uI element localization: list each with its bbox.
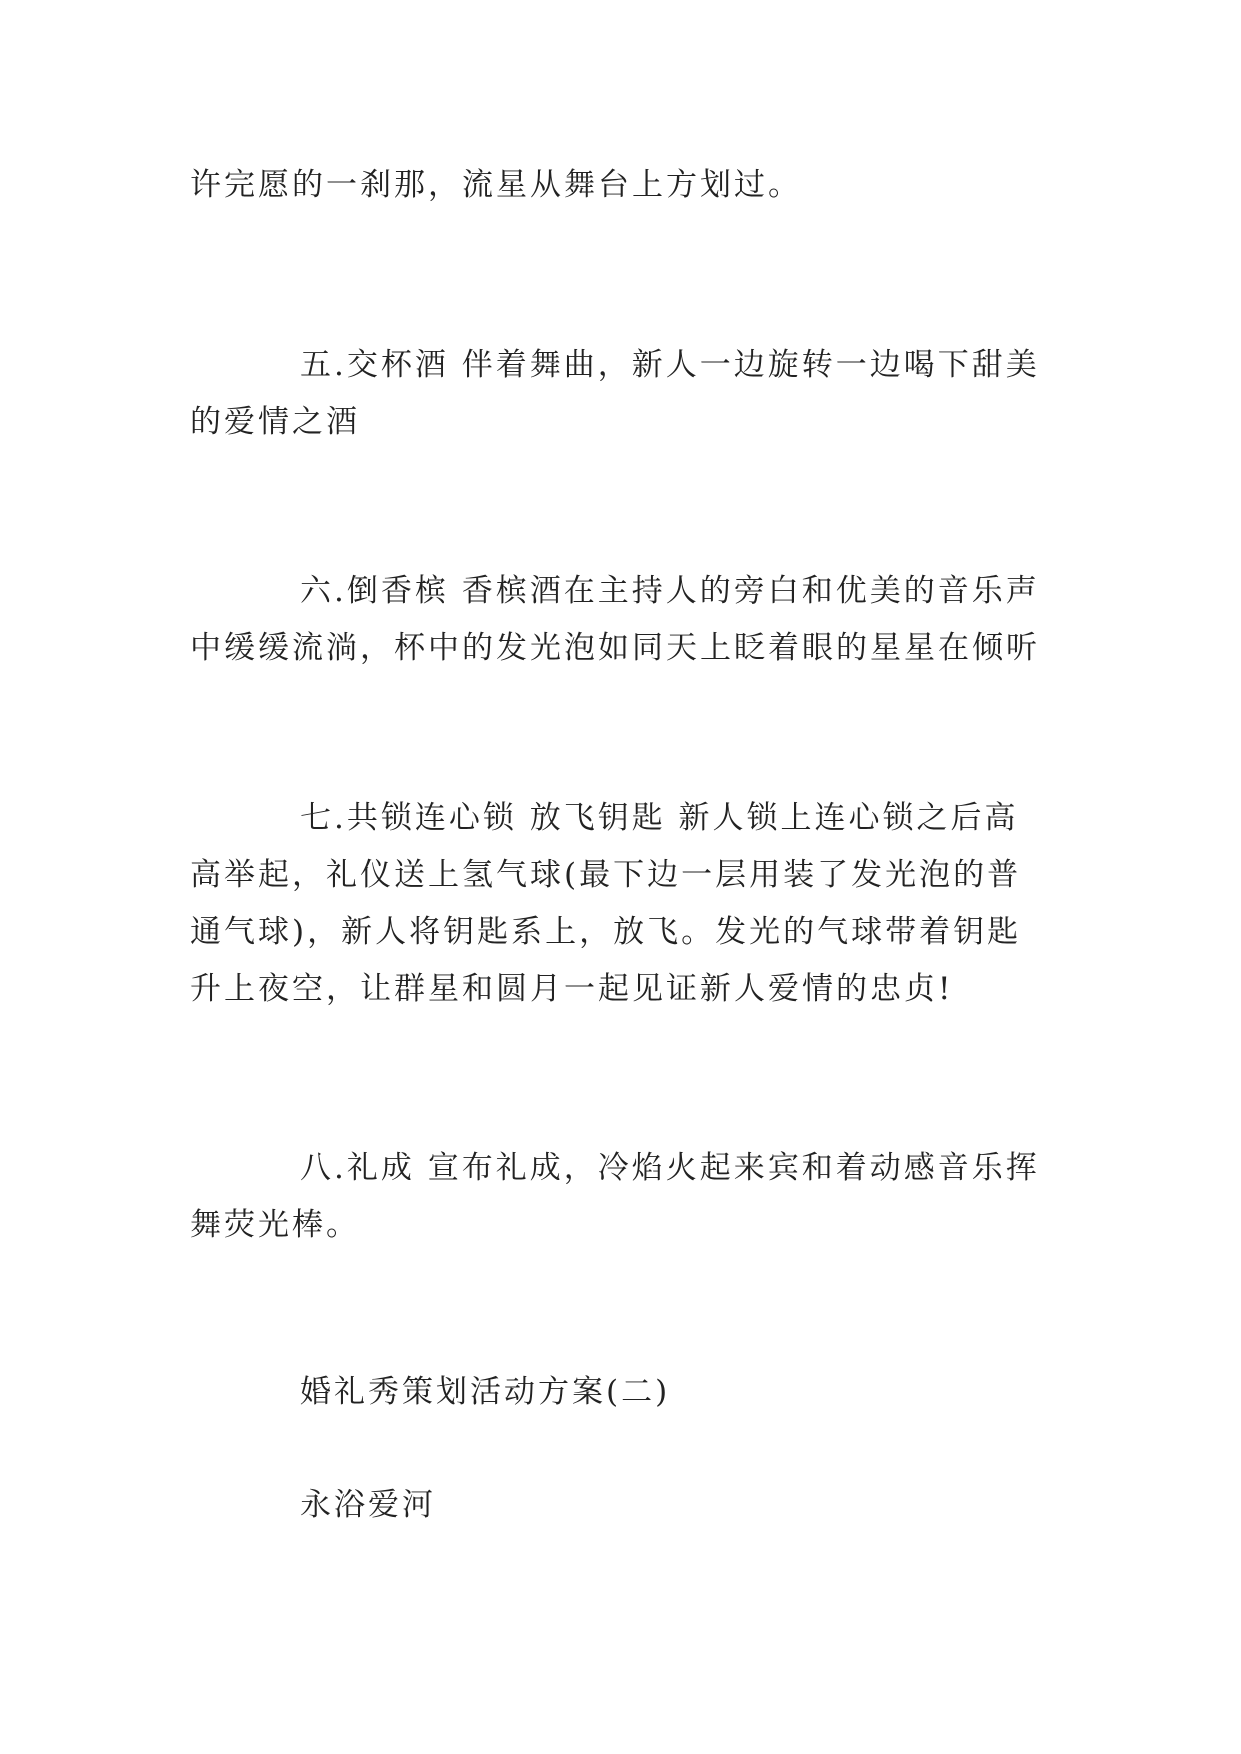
paragraph-step-7-lock: 七.共锁连心锁 放飞钥匙 新人锁上连心锁之后高高举起，礼仪送上氢气球(最下边一层用装了发光泡的普通气球)，新人将钥匙系上，放飞。发光的气球带着钥匙升上夜空，让群星和圆月一起见证新人爱情的忠贞! — [190, 800, 1022, 1007]
paragraph-step-6-champagne: 六.倒香槟 香槟酒在主持人的旁白和优美的音乐声中缓缓流淌，杯中的发光泡如同天上眨着眼的星星在倾听 — [190, 573, 1040, 666]
section-subtitle: 永浴爱河 — [300, 1487, 436, 1523]
paragraph-step-8-ceremony: 八.礼成 宣布礼成，冷焰火起来宾和着动感音乐挥舞荧光棒。 — [190, 1150, 1040, 1243]
paragraph-step-5-toast: 五.交杯酒 伴着舞曲，新人一边旋转一边喝下甜美的爱情之酒 — [190, 347, 1040, 440]
section-title: 婚礼秀策划活动方案(二) — [300, 1374, 671, 1410]
paragraph-wish: 许完愿的一刹那，流星从舞台上方划过。 — [190, 167, 802, 203]
